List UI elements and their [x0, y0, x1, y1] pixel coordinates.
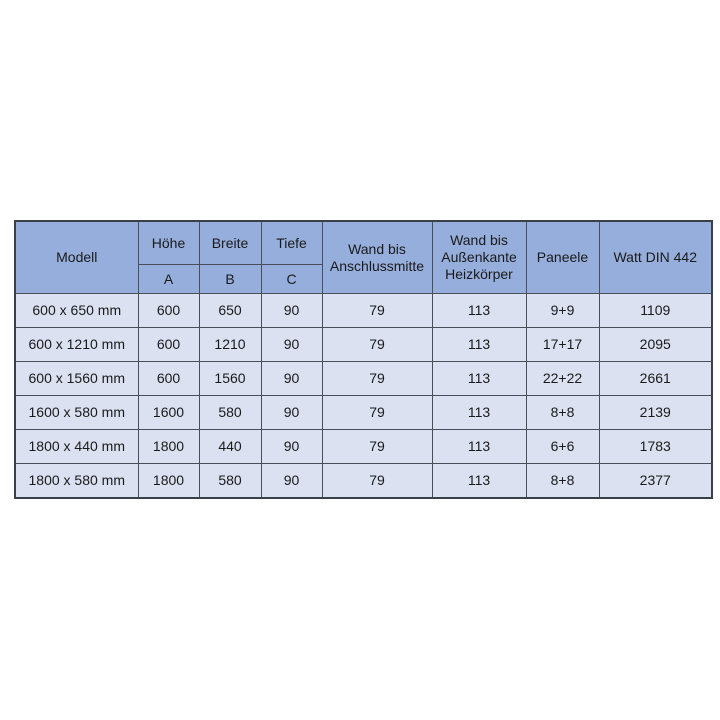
- header-wand-anschluss: Wand bis Anschlussmitte: [322, 221, 432, 294]
- cell-paneele: 22+22: [526, 362, 599, 396]
- subheader-a: A: [138, 265, 199, 294]
- cell-tiefe: 90: [261, 362, 322, 396]
- cell-breite: 580: [199, 396, 261, 430]
- table-row: [15, 294, 712, 328]
- cell-hoehe: 600: [138, 294, 199, 328]
- cell-paneele: 8+8: [526, 396, 599, 430]
- cell-wand-aussen: 113: [432, 430, 526, 464]
- cell-watt: 2095: [599, 328, 712, 362]
- cell-paneele: 6+6: [526, 430, 599, 464]
- cell-hoehe: 600: [138, 328, 199, 362]
- cell-breite: 580: [199, 464, 261, 499]
- subheader-c: C: [261, 265, 322, 294]
- cell-wand-anschluss: 79: [322, 464, 432, 499]
- cell-tiefe: 90: [261, 464, 322, 499]
- cell-modell: 1600 x 580 mm: [15, 396, 138, 430]
- cell-modell: 1800 x 580 mm: [15, 464, 138, 499]
- cell-watt: 2139: [599, 396, 712, 430]
- cell-hoehe: 600: [138, 362, 199, 396]
- cell-tiefe: 90: [261, 328, 322, 362]
- cell-watt: 1109: [599, 294, 712, 328]
- cell-wand-aussen: 113: [432, 464, 526, 499]
- cell-watt: 1783: [599, 430, 712, 464]
- cell-hoehe: 1800: [138, 430, 199, 464]
- cell-wand-aussen: 113: [432, 328, 526, 362]
- cell-wand-aussen: 113: [432, 294, 526, 328]
- cell-breite: 1560: [199, 362, 261, 396]
- cell-wand-anschluss: 79: [322, 362, 432, 396]
- cell-tiefe: 90: [261, 430, 322, 464]
- table-row: [15, 464, 712, 499]
- cell-paneele: 9+9: [526, 294, 599, 328]
- cell-paneele: 8+8: [526, 464, 599, 499]
- table-body: [15, 294, 712, 499]
- cell-breite: 1210: [199, 328, 261, 362]
- cell-modell: 600 x 1210 mm: [15, 328, 138, 362]
- cell-tiefe: 90: [261, 396, 322, 430]
- spec-table: [14, 220, 713, 499]
- cell-watt: 2377: [599, 464, 712, 499]
- cell-hoehe: 1800: [138, 464, 199, 499]
- header-hoehe: Höhe: [138, 221, 199, 265]
- subheader-b: B: [199, 265, 261, 294]
- cell-wand-anschluss: 79: [322, 328, 432, 362]
- header-watt: Watt DIN 442: [599, 221, 712, 294]
- cell-watt: 2661: [599, 362, 712, 396]
- table-row: [15, 328, 712, 362]
- table-row: [15, 430, 712, 464]
- cell-wand-aussen: 113: [432, 396, 526, 430]
- header-breite: Breite: [199, 221, 261, 265]
- table-header: [15, 221, 712, 294]
- table-row: [15, 362, 712, 396]
- cell-modell: 1800 x 440 mm: [15, 430, 138, 464]
- cell-tiefe: 90: [261, 294, 322, 328]
- cell-modell: 600 x 650 mm: [15, 294, 138, 328]
- header-paneele: Paneele: [526, 221, 599, 294]
- table-row: [15, 396, 712, 430]
- cell-paneele: 17+17: [526, 328, 599, 362]
- cell-hoehe: 1600: [138, 396, 199, 430]
- cell-wand-anschluss: 79: [322, 294, 432, 328]
- cell-breite: 650: [199, 294, 261, 328]
- header-modell: Modell: [15, 221, 138, 294]
- header-wand-aussen: Wand bis Außenkante Heizkörper: [432, 221, 526, 294]
- cell-wand-anschluss: 79: [322, 430, 432, 464]
- cell-wand-aussen: 113: [432, 362, 526, 396]
- cell-breite: 440: [199, 430, 261, 464]
- header-tiefe: Tiefe: [261, 221, 322, 265]
- cell-wand-anschluss: 79: [322, 396, 432, 430]
- cell-modell: 600 x 1560 mm: [15, 362, 138, 396]
